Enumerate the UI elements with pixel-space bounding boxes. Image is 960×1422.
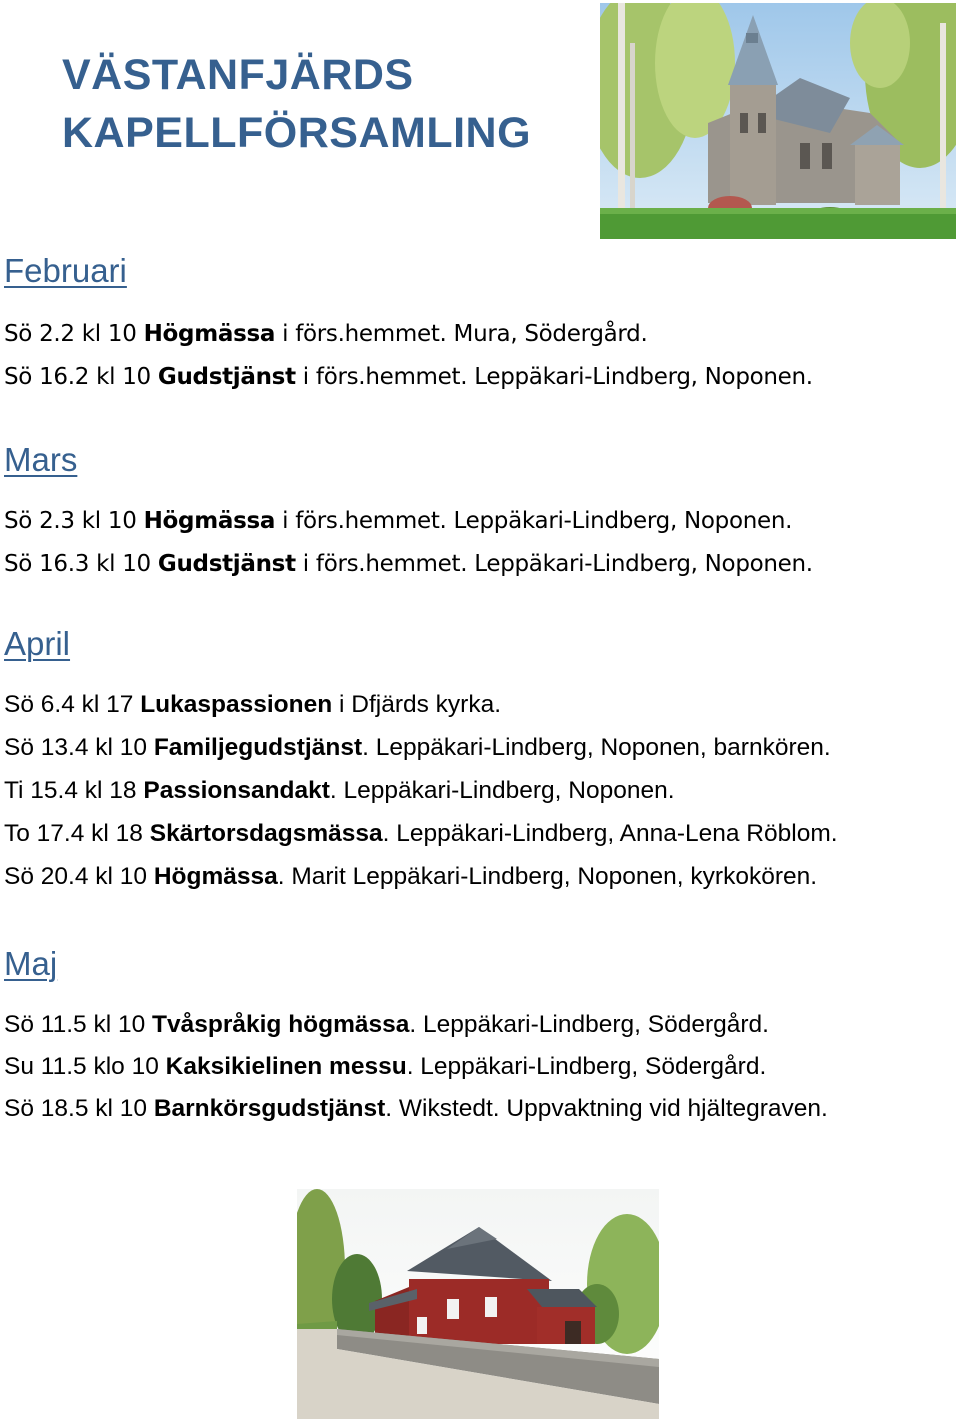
month-heading: Maj xyxy=(4,945,58,982)
event-item: Su 11.5 klo 10 Kaksikielinen messu. Leppäkari-Lindberg, Södergård. xyxy=(4,1053,767,1080)
event-item: Sö 18.5 kl 10 Barnkörsgudstjänst. Wikstedt. Uppvaktning vid hjältegraven. xyxy=(4,1095,828,1122)
title-line-2: KAPELLFÖRSAMLING xyxy=(62,109,532,157)
event-item: To 17.4 kl 18 Skärtorsdagsmässa. Leppäkari-Lindberg, Anna-Lena Röblom. xyxy=(4,820,838,847)
red-wooden-chapel-photo xyxy=(297,1189,659,1419)
stone-church-photo xyxy=(600,3,956,239)
month-heading: April xyxy=(4,625,71,662)
event-item: Sö 11.5 kl 10 Tvåspråkig högmässa. Leppäkari-Lindberg, Södergård. xyxy=(4,1011,769,1038)
event-item: Sö 16.3 kl 10 Gudstjänst i förs.hemmet. Leppäkari-Lindberg, Noponen. xyxy=(4,551,813,577)
month-heading: Februari xyxy=(4,252,127,289)
event-item: Sö 2.2 kl 10 Högmässa i förs.hemmet. Mura, Södergård. xyxy=(4,321,648,347)
page-title xyxy=(62,46,531,162)
event-item: Ti 15.4 kl 18 Passionsandakt. Leppäkari-Lindberg, Noponen. xyxy=(4,777,675,804)
event-item: Sö 13.4 kl 10 Familjegudstjänst. Leppäkari-Lindberg, Noponen, barnkören. xyxy=(4,734,831,761)
event-list-maj xyxy=(4,1010,828,1136)
event-item: Sö 20.4 kl 10 Högmässa. Marit Leppäkari-Lindberg, Noponen, kyrkokören. xyxy=(4,863,818,890)
event-list-april xyxy=(4,690,838,905)
event-item: Sö 2.3 kl 10 Högmässa i förs.hemmet. Leppäkari-Lindberg, Noponen. xyxy=(4,508,793,534)
month-heading: Mars xyxy=(4,441,78,478)
event-list-februari xyxy=(4,319,813,405)
event-list-mars xyxy=(4,506,813,592)
title-line-1: VÄSTANFJÄRDS xyxy=(62,51,414,99)
event-item: Sö 16.2 kl 10 Gudstjänst i förs.hemmet. Leppäkari-Lindberg, Noponen. xyxy=(4,364,813,390)
event-item: Sö 6.4 kl 17 Lukaspassionen i Dfjärds kyrka. xyxy=(4,691,501,718)
